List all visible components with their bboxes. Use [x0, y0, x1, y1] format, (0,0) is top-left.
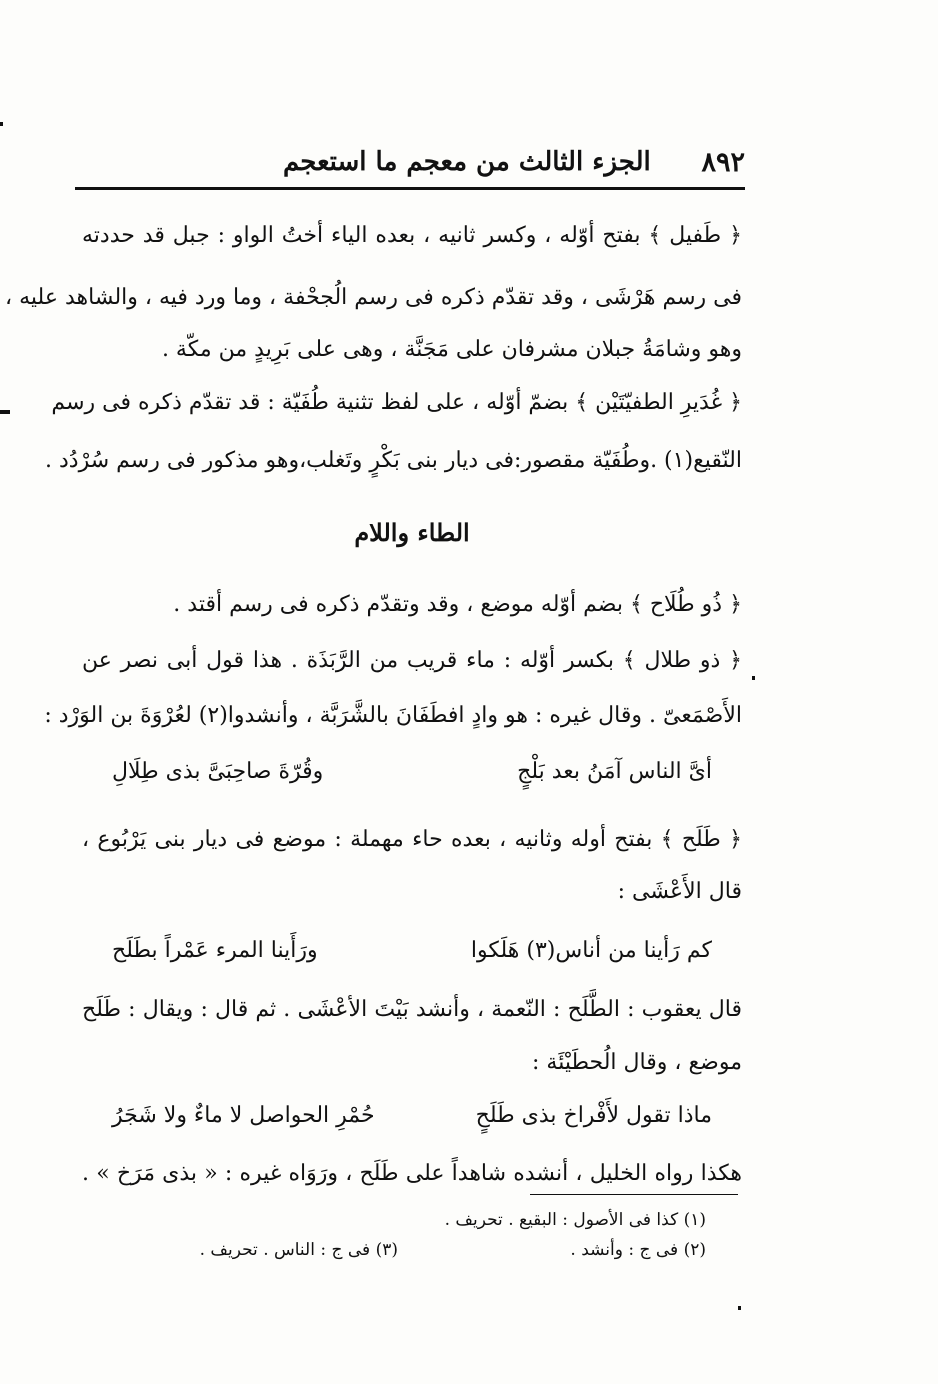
- footnote: (١) كذا فى الأصول : البقيع . تحريف .: [444, 1210, 706, 1230]
- header-rule: [75, 187, 745, 190]
- poem-verse: [112, 1103, 712, 1128]
- text-line: ﴿ ذو طلال ﴾ بكسر أوّله : ماء قريب من الرَّبَذَة . هذا قول أبى نصر عن: [82, 648, 742, 673]
- running-title: الجزء الثالث من معجم ما استعجم: [283, 147, 651, 177]
- scan-mark: [752, 676, 755, 680]
- footnote: (٢) فى ج : وأنشد .: [570, 1240, 706, 1260]
- text-line: موضع ، وقال الُحطَيْئَة :: [532, 1050, 742, 1075]
- hemistich: كم رَأينا من أناس(٣) هَلَكوا: [470, 938, 712, 963]
- poem-verse: [112, 938, 712, 963]
- text-line: فى رسم هَرْشَى ، وقد تقدّم ذكره فى رسم الُجحْفة ، وما ورد فيه ، والشاهد عليه ،: [5, 285, 742, 310]
- page-header: [75, 138, 745, 186]
- scan-mark: [0, 122, 3, 126]
- section-title: الطاء واللام: [354, 518, 470, 547]
- scan-mark: [0, 410, 10, 414]
- text-line: الأَصْمَعىّ . وقال غيره : هو وادٍ افطَفَانَ بالشَّرَبَّة ، وأنشدوا(٢) لعُرْوَةَ بن الوَرْد :: [44, 703, 742, 728]
- text-line: ﴿ غُدَيرِ الطفيّتَيْن ﴾ بضمّ أوّله ، على لفظ تثنية طُفَيّة : قد تقدّم ذكره فى رسم: [51, 390, 742, 415]
- footnote: (٣) فى ج : الناس . تحريف .: [199, 1240, 398, 1260]
- scan-mark: [738, 1306, 741, 1310]
- text-line: هكذا رواه الخليل ، أنشده شاهداً على طَلَح ، ورَوَاه غيره : « بذى مَرَخ » .: [82, 1161, 742, 1186]
- hemistich: حُمْرِ الحواصل لا ماءٌ ولا شَجَرُ: [112, 1103, 375, 1128]
- page-number: ٨٩٢: [701, 146, 745, 178]
- hemistich: وقُرّةَ صاحِبَىَّ بذى طِلَالِ: [112, 759, 324, 784]
- hemistich: ورَأَينا المرء عَمْراً بطَلَح: [112, 938, 318, 963]
- hemistich: أىَّ الناس آمَنُ بعد بَلْجٍ: [517, 759, 712, 784]
- text-line: وهو وشامَةُ جبلان مشرفان على مَجَنَّة ، وهى على بَرِيدٍ من مكّة .: [161, 337, 742, 362]
- text-line: قال الأَعْشَى :: [617, 879, 742, 904]
- text-line: ﴿ طَفيل ﴾ بفتح أوّله ، وكسر ثانيه ، بعده الياء أختُ الواو : جبل قد حددته: [82, 223, 742, 248]
- text-line: النّقيع(١) .وطُفَيّة مقصور:فى ديار بنى بَكْرٍ وتَغلب،وهو مذكور فى رسم سُرْدُد .: [45, 448, 742, 473]
- poem-verse: [112, 759, 712, 784]
- text-line: ﴿ طَلَح ﴾ بفتح أوله وثانيه ، بعده حاء مهملة : موضع فى ديار بنى يَرْبُوع ،: [82, 827, 742, 852]
- text-line: قال يعقوب : الطَّلَح : النّعمة ، وأنشد بَيْتَ الأعْشَى . ثم قال : ويقال : طَلَح: [82, 997, 742, 1022]
- footnote-rule: [530, 1194, 738, 1195]
- hemistich: ماذا تقول لأَفْراخ بذى طَلَحٍ: [475, 1103, 712, 1128]
- text-line: ﴿ ذُو طُلَاح ﴾ بضم أوّله موضع ، وقد وتقدّم ذكره فى رسم أقتد .: [173, 592, 742, 617]
